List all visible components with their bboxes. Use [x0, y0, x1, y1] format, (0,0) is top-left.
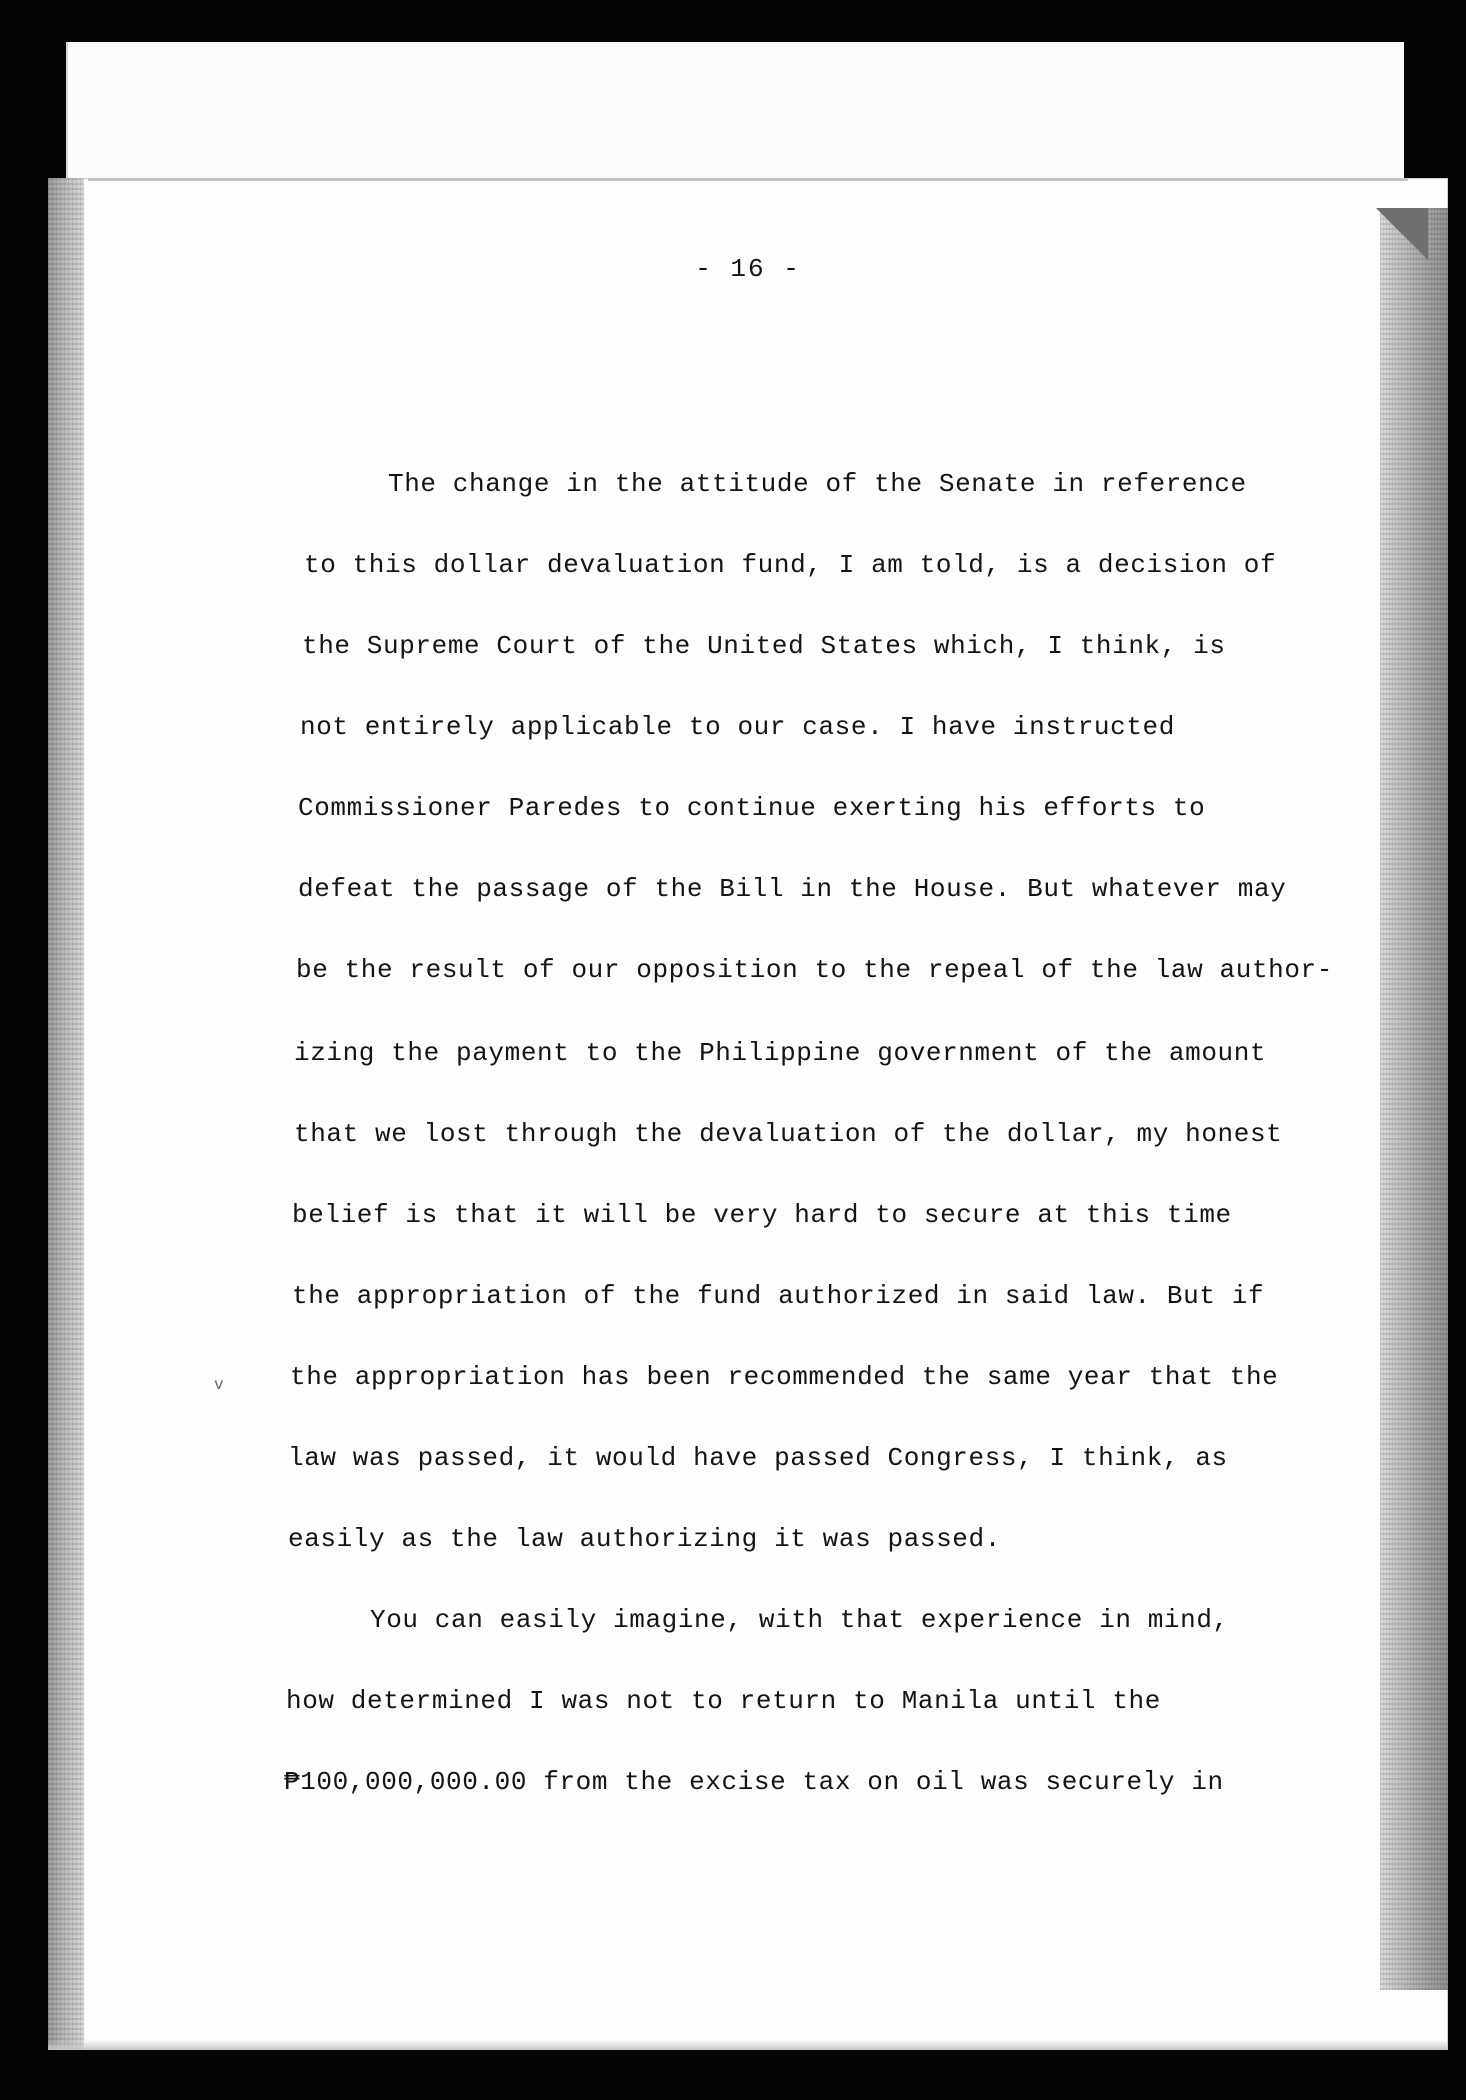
text-line-3: the Supreme Court of the United States which, I think, is: [302, 631, 1226, 661]
page-left-edge: [48, 178, 84, 2050]
text-line-4: not entirely applicable to our case. I have instructed: [300, 712, 1175, 742]
text-line-10: belief is that it will be very hard to secure at this time: [292, 1200, 1232, 1230]
page-bottom-edge: [48, 2040, 1448, 2050]
page-top-edge: [88, 178, 1408, 181]
text-line-14: easily as the law authorizing it was passed.: [288, 1524, 1001, 1554]
text-line-16: how determined I was not to return to Manila until the: [286, 1686, 1161, 1716]
text-line-15: You can easily imagine, with that experience in mind,: [370, 1605, 1229, 1635]
text-line-9: that we lost through the devaluation of the dollar, my honest: [294, 1119, 1283, 1149]
text-line-13: law was passed, it would have passed Congress, I think, as: [288, 1443, 1228, 1473]
document-page: [48, 178, 1448, 2050]
folded-corner: [1376, 208, 1428, 260]
text-line-2: to this dollar devaluation fund, I am told, is a decision of: [304, 550, 1277, 580]
text-line-12: the appropriation has been recommended the same year that the: [290, 1362, 1279, 1392]
page-right-edge: [1380, 208, 1448, 1990]
page-number: - 16 -: [695, 254, 801, 284]
text-line-1: The change in the attitude of the Senate in reference: [388, 469, 1247, 499]
text-line-7: be the result of our opposition to the repeal of the law author-: [296, 955, 1333, 985]
text-line-17: ₱100,000,000.00 from the excise tax on oil was securely in: [284, 1767, 1224, 1797]
text-line-8: izing the payment to the Philippine government of the amount: [294, 1038, 1267, 1068]
text-line-11: the appropriation of the fund authorized in said law. But if: [292, 1281, 1265, 1311]
text-line-5: Commissioner Paredes to continue exerting his efforts to: [298, 793, 1206, 823]
margin-mark: v: [214, 1376, 224, 1394]
text-line-6: defeat the passage of the Bill in the House. But whatever may: [298, 874, 1287, 904]
